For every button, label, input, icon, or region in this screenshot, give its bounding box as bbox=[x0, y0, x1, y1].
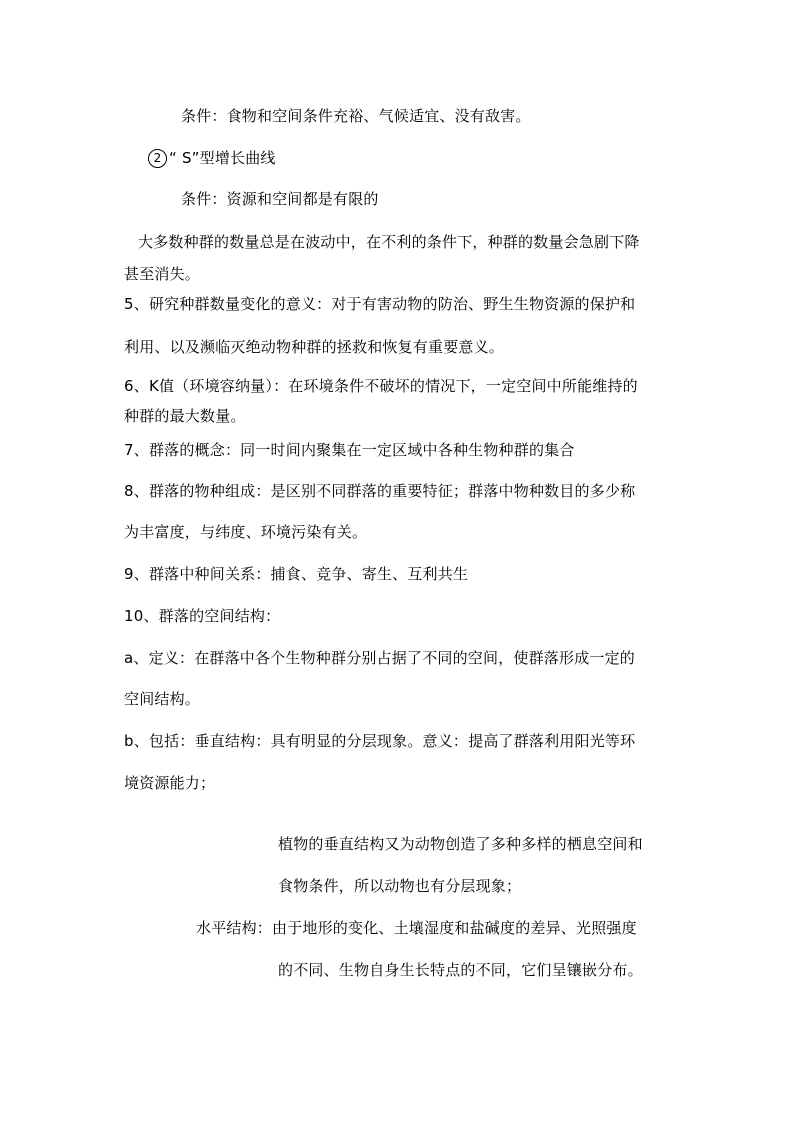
item-5-line-2: 利用、以及濒临灭绝动物种群的拯救和恢复有重要意义。 bbox=[124, 338, 505, 356]
item-7: 7、群落的概念：同一时间内聚集在一定区域中各种生物种群的集合 bbox=[124, 441, 575, 459]
item-8-line-2: 为丰富度，与纬度、环境污染有关。 bbox=[124, 523, 368, 541]
circled-number: 2 bbox=[148, 149, 167, 168]
condition-j-curve: 条件：食物和空间条件充裕、气候适宜、没有敌害。 bbox=[181, 107, 531, 125]
item-9: 9、群落中种间关系：捕食、竞争、寄生、互利共生 bbox=[124, 565, 469, 583]
item-10-heading: 10、群落的空间结构： bbox=[124, 607, 281, 625]
item-5-line-1: 5、研究种群数量变化的意义：对于有害动物的防治、野生生物资源的保护和 bbox=[124, 295, 636, 313]
horizontal-structure-line-1: 水平结构：由于地形的变化、土壤湿度和盐碱度的差异、光照强度 bbox=[196, 919, 637, 937]
population-fluctuation-line-2: 甚至消失。 bbox=[124, 265, 201, 283]
item-8-line-1: 8、群落的物种组成：是区别不同群落的重要特征；群落中物种数目的多少称 bbox=[124, 482, 636, 500]
s-curve-heading: 2 “ S”型增长曲线 bbox=[148, 148, 276, 168]
vertical-structure-animals-line-2: 食物条件，所以动物也有分层现象； bbox=[278, 877, 522, 895]
item-6-line-1: 6、K值（环境容纳量）：在环境条件不破坏的情况下，一定空间中所能维持的 bbox=[124, 377, 638, 395]
item-10a-line-1: a、定义：在群落中各个生物种群分别占据了不同的空间，使群落形成一定的 bbox=[124, 649, 635, 667]
item-10a-line-2: 空间结构。 bbox=[124, 690, 201, 708]
vertical-structure-animals-line-1: 植物的垂直结构又为动物创造了多种多样的栖息空间和 bbox=[278, 835, 643, 853]
condition-s-curve: 条件：资源和空间都是有限的 bbox=[181, 190, 379, 208]
item-10b-line-1: b、包括：垂直结构：具有明显的分层现象。意义：提高了群落利用阳光等环 bbox=[124, 732, 636, 750]
population-fluctuation-line-1: 大多数种群的数量总是在波动中，在不利的条件下，种群的数量会急剧下降 bbox=[138, 233, 640, 251]
item-6-line-2: 种群的最大数量。 bbox=[124, 407, 246, 425]
horizontal-structure-line-2: 的不同、生物自身生长特点的不同，它们呈镶嵌分布。 bbox=[278, 961, 643, 979]
item-10b-line-2: 境资源能力； bbox=[124, 774, 216, 792]
